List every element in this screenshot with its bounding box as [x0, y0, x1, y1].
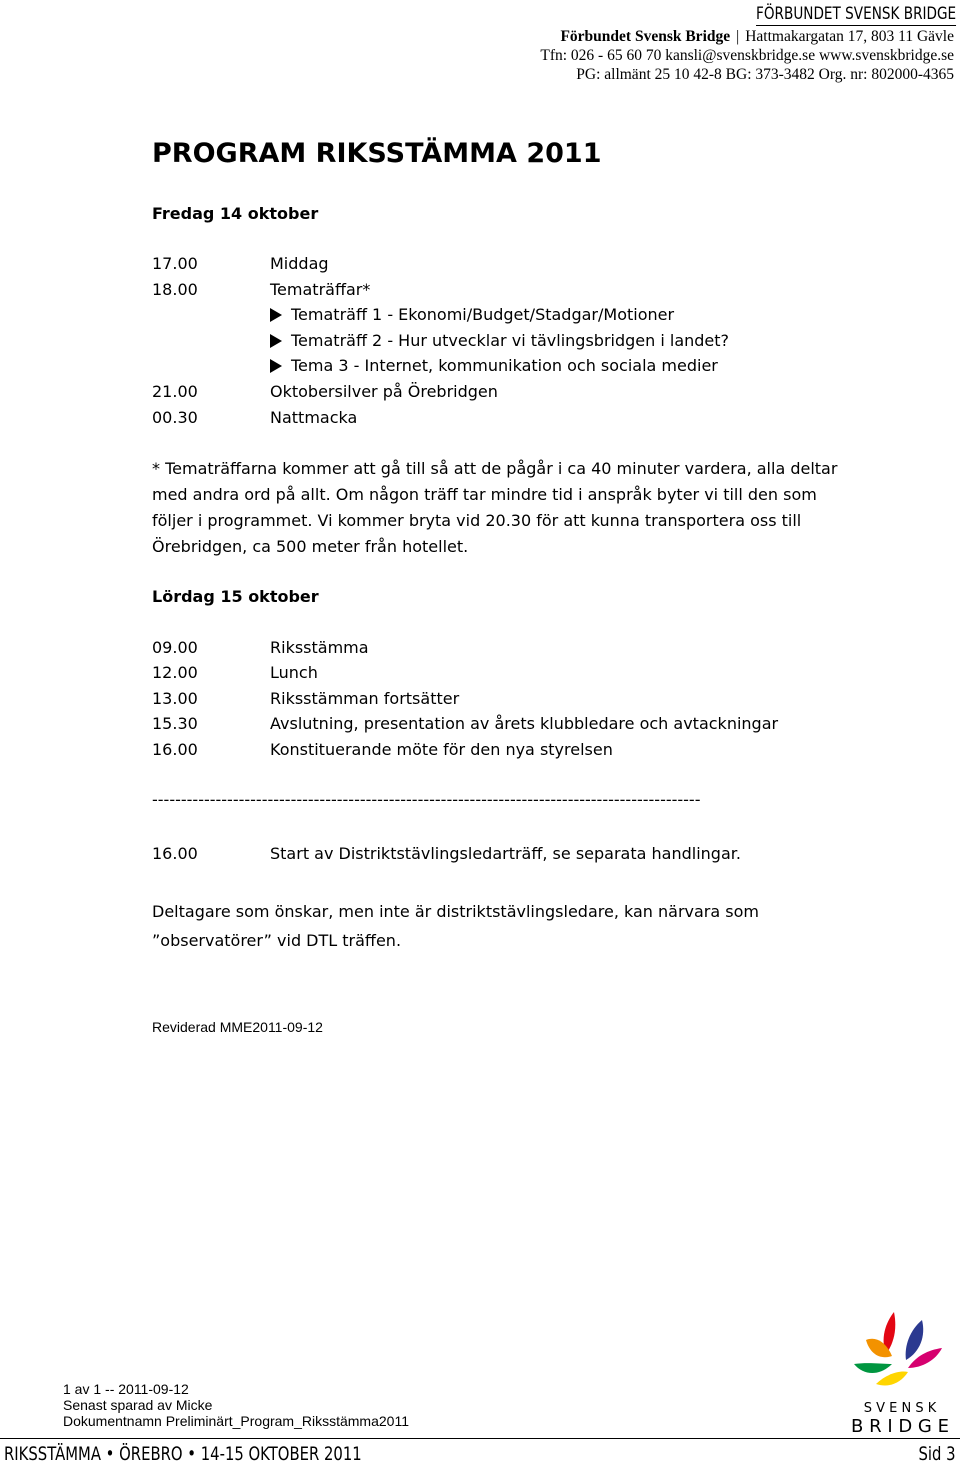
schedule-time: 13.00	[152, 689, 198, 708]
arrow-right-icon	[270, 308, 282, 322]
note-line: följer i programmet. Vi kommer bryta vid 20.30 för att kunna transportera oss till	[152, 511, 802, 530]
theme-item	[270, 331, 729, 350]
schedule-time: 09.00	[152, 638, 198, 657]
schedule-activity: Oktobersilver på Örebridgen	[270, 382, 498, 401]
schedule-time: 00.30	[152, 408, 198, 427]
logo-petal-blue	[906, 1320, 924, 1360]
schedule-time: 12.00	[152, 663, 198, 682]
schedule-time: 15.30	[152, 714, 198, 733]
revision-note: Reviderad MME2011-09-12	[152, 1019, 323, 1035]
theme-label: Tema 3 - Internet, kommunikation och sociala medier	[291, 356, 718, 375]
schedule-time: 16.00	[152, 740, 198, 759]
arrow-right-icon	[270, 359, 282, 373]
schedule-activity: Tematräffar*	[270, 280, 371, 299]
schedule-activity: Lunch	[270, 663, 318, 682]
day-heading-saturday: Lördag 15 oktober	[152, 587, 319, 606]
theme-label: Tematräff 2 - Hur utvecklar vi tävlingsbridgen i landet?	[291, 331, 730, 350]
document-name: Dokumentnamn Preliminärt_Program_Riksstämma2011	[63, 1413, 409, 1429]
arrow-right-icon	[270, 334, 282, 348]
schedule-activity: Start av Distriktstävlingsledarträff, se separata handlingar.	[270, 844, 741, 863]
schedule-activity: Riksstämma	[270, 638, 369, 657]
schedule-time: 18.00	[152, 280, 198, 299]
logo-petal-green	[854, 1363, 892, 1373]
schedule-time: 17.00	[152, 254, 198, 273]
page-title: PROGRAM RIKSSTÄMMA 2011	[152, 138, 602, 169]
note-line: * Tematräffarna kommer att gå till så att de pågår i ca 40 minuter vardera, alla deltar	[152, 459, 838, 478]
schedule-activity: Riksstämman fortsätter	[270, 689, 460, 708]
schedule-activity: Avslutning, presentation av årets klubbledare och avtackningar	[270, 714, 779, 733]
logo-text-bridge: B R I D G E	[851, 1416, 949, 1436]
event-footer: RIKSSTÄMMA • ÖREBRO • 14-15 OKTOBER 2011	[4, 1443, 362, 1465]
note-line: ”observatörer” vid DTL träffen.	[152, 931, 402, 950]
theme-item	[270, 356, 718, 375]
svensk-bridge-logo	[846, 1302, 954, 1436]
header-address-line: Förbundet Svensk Bridge | Hattmakargatan 17, 803 11 Gävle	[560, 28, 954, 45]
page-info: 1 av 1 -- 2011-09-12	[63, 1381, 189, 1397]
header-org-full: Förbundet Svensk Bridge	[560, 28, 731, 45]
logo-petal-yellow	[876, 1372, 908, 1386]
note-line: med andra ord på allt. Om någon träff tar mindre tid i anspråk byter vi till den som	[152, 485, 817, 504]
page-number: Sid 3	[918, 1443, 956, 1465]
day-heading-friday: Fredag 14 oktober	[152, 204, 319, 223]
header-accounts: PG: allmänt 25 10 42-8 BG: 373-3482 Org. nr: 802000-4365	[576, 66, 954, 83]
organization-name: FÖRBUNDET SVENSK BRIDGE	[755, 4, 956, 24]
schedule-activity: Nattmacka	[270, 408, 358, 427]
footer-bar	[0, 1438, 960, 1465]
header-address: Hattmakargatan 17, 803 11 Gävle	[745, 28, 954, 45]
theme-label: Tematräff 1 - Ekonomi/Budget/Stadgar/Motioner	[291, 305, 675, 324]
schedule-activity: Konstituerande möte för den nya styrelsen	[270, 740, 613, 759]
schedule-activity: Middag	[270, 254, 329, 273]
saved-by: Senast sparad av Micke	[63, 1397, 213, 1413]
note-line: Örebridgen, ca 500 meter från hotellet.	[152, 537, 469, 556]
theme-item	[270, 305, 674, 324]
note-line: Deltagare som önskar, men inte är distriktstävlingsledare, kan närvara som	[152, 902, 759, 921]
schedule-time: 21.00	[152, 382, 198, 401]
header-contact: Tfn: 026 - 65 60 70 kansli@svenskbridge.se www.svenskbridge.se	[540, 47, 954, 64]
schedule-time: 16.00	[152, 844, 198, 863]
dashed-separator: -----------------------------------------------------------------------------------------------	[152, 790, 701, 809]
logo-text-svensk: S V E N S K	[863, 1401, 937, 1416]
logo-mark	[854, 1312, 942, 1386]
